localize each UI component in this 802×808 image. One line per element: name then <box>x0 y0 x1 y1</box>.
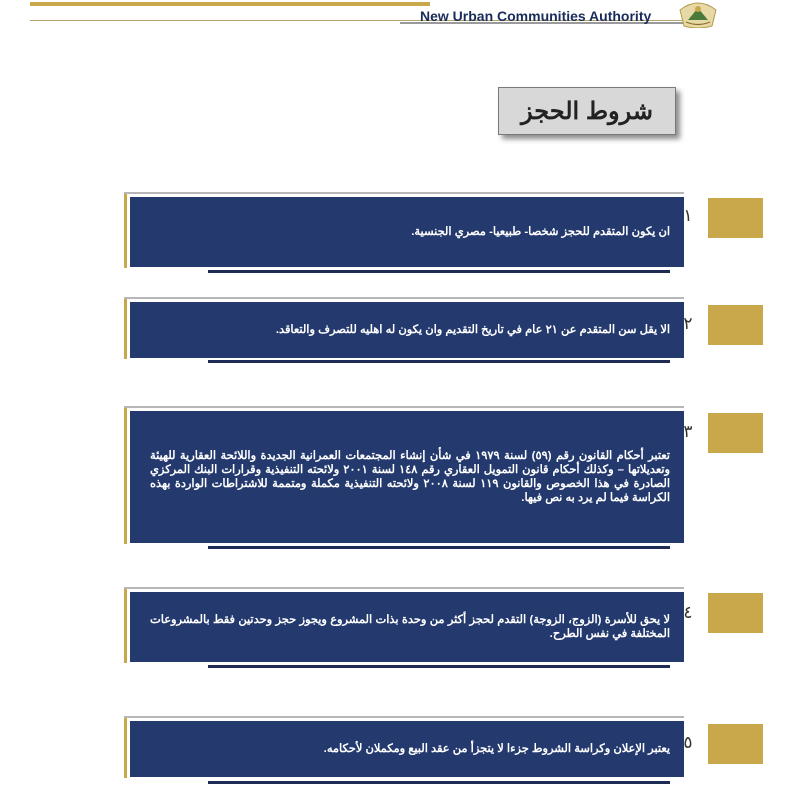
term-box <box>130 721 684 777</box>
term-shadow-bottom <box>208 546 670 549</box>
term-gold-edge <box>124 299 127 359</box>
term-gold-edge <box>124 408 127 544</box>
term-shadow-bottom <box>208 781 670 784</box>
term-gold-edge <box>124 589 127 663</box>
term-number: ١ <box>683 206 693 226</box>
term-number: ٢ <box>683 314 693 334</box>
term-box <box>130 411 684 543</box>
term-gold-block <box>708 413 763 453</box>
term-shadow-top <box>124 192 684 194</box>
term-shadow-bottom <box>208 665 670 668</box>
term-gold-block <box>708 305 763 345</box>
term-gold-block <box>708 198 763 238</box>
term-number: ٣ <box>683 422 693 442</box>
term-shadow-bottom <box>208 270 670 273</box>
term-text: يعتبر الإعلان وكراسة الشروط جزءا لا يتجزأ من عقد البيع ومكملان لأحكامه. <box>323 743 670 755</box>
term-gold-block <box>708 724 763 764</box>
term-text: تعتبر أحكام القانون رقم (٥٩) لسنة ١٩٧٩ في شأن إنشاء المجتمعات العمرانية الجديدة واللائحة العقارية للهيئة وتعديلاتها – وكذلك أحكام قانون التمويل العقاري رقم ١٤٨ لسنة ٢٠٠١ ولائحته التنفيذية وقرارات البنك المركزي الصادرة في هذا الخصوص والقانون ١١٩ لسنة ٢٠٠٨ ولائحته التنفيذية مكملة ومتممة للاشتراطات الواردة بهذه الكراسة فيما لم يرد به نص فيها. <box>150 450 670 504</box>
term-box <box>130 592 684 662</box>
term-number: ٤ <box>683 603 693 623</box>
term-shadow-top <box>124 587 684 589</box>
term-gold-edge <box>124 718 127 778</box>
authority-logo-icon <box>678 0 718 28</box>
term-text: الا يقل سن المتقدم عن ٢١ عام في تاريخ التقديم وان يكون له اهليه للتصرف والتعاقد. <box>275 324 670 336</box>
header-gold-rule <box>30 2 430 6</box>
authority-name: New Urban Communities Authority <box>420 8 652 24</box>
term-shadow-top <box>124 716 684 718</box>
term-box <box>130 197 684 267</box>
term-number: ٥ <box>683 733 693 753</box>
term-shadow-top <box>124 297 684 299</box>
term-box <box>130 302 684 358</box>
term-shadow-bottom <box>208 360 670 363</box>
page-title: شروط الحجز <box>520 97 653 125</box>
title-box <box>498 87 676 135</box>
term-gold-block <box>708 593 763 633</box>
term-text: لا يحق للأسرة (الزوج، الزوجة) التقدم لحجز أكثر من وحدة بذات المشروع ويجوز حجز وحدتين فقط بالمشروعات المختلفة في نفس الطرح. <box>150 614 670 640</box>
term-shadow-top <box>124 406 684 408</box>
term-gold-edge <box>124 194 127 268</box>
term-text: ان يكون المتقدم للحجز شخصا- طبيعيا- مصري الجنسية. <box>411 226 670 238</box>
